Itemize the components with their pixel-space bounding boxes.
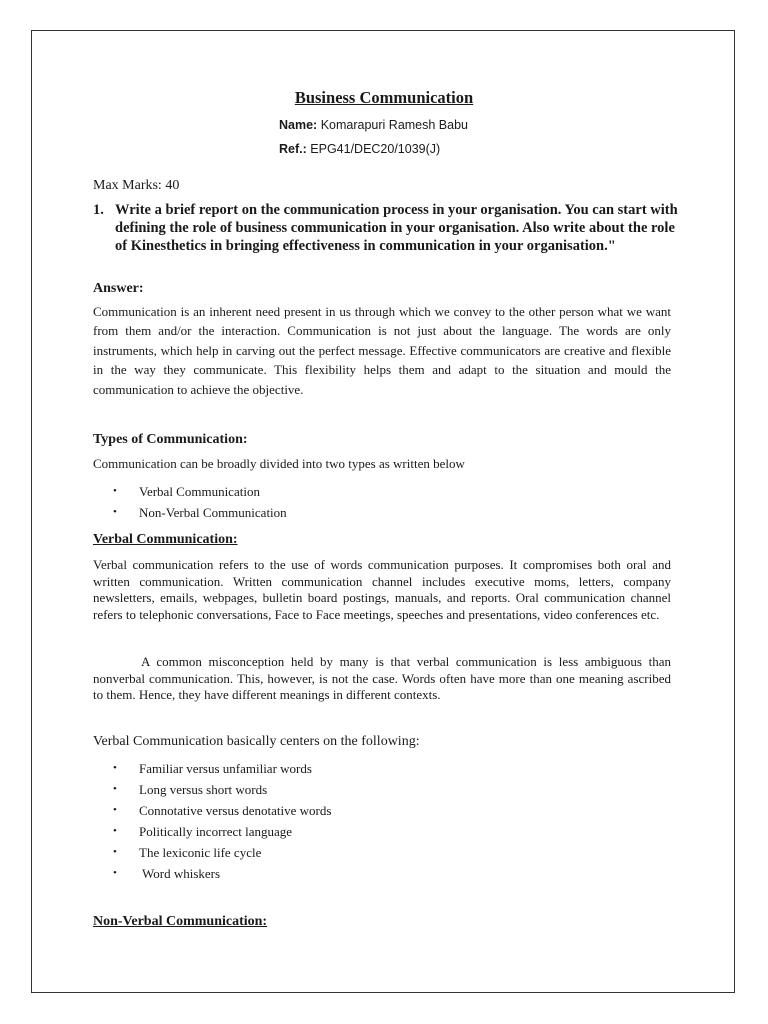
bullet-icon: • (113, 846, 117, 858)
list-item: • Connotative versus denotative words (113, 800, 331, 821)
document-title: Business Communication (294, 88, 474, 107)
bullet-icon: • (113, 485, 117, 497)
types-heading: Types of Communication: (93, 432, 248, 447)
bullet-icon: • (113, 762, 117, 774)
answer-paragraph: Communication is an inherent need present in us through which we convey to the other person what we want from them and/or the interaction. Communication is not just about the language. The words are only instruments, which help in carving out the perfect message. Effective communicators are creative and flexible in the way they communicate. This flexibility helps them and adapt to the situation and mould the communication to achieve the objective. (93, 304, 671, 397)
types-list (113, 481, 287, 523)
list-item: • Politically incorrect language (113, 821, 331, 842)
name-value: Komarapuri Ramesh Babu (320, 118, 468, 132)
verbal-centers-list (113, 758, 331, 884)
name-line (279, 118, 468, 132)
bullet-icon: • (113, 867, 117, 879)
verbal-paragraph-2: A common misconception held by many is that verbal communication is less ambiguous than nonverbal communication. This, however, is not the case. Words often have more than one meaning ascribed to them. Hence, they have different meanings in different contexts. (93, 654, 671, 702)
list-item: • Verbal Communication (113, 481, 287, 502)
bullet-icon: • (113, 783, 117, 795)
verbal-centers-intro: Verbal Communication basically centers on the following: (93, 734, 420, 749)
list-item: • Familiar versus unfamiliar words (113, 758, 331, 779)
nonverbal-heading: Non-Verbal Communication: (93, 914, 268, 929)
question (93, 201, 683, 255)
bullet-icon: • (113, 506, 117, 518)
max-marks: Max Marks: 40 (93, 178, 180, 193)
answer-heading: Answer: (93, 281, 144, 296)
list-item: • Non-Verbal Communication (113, 502, 287, 523)
ref-label: Ref.: (279, 142, 307, 156)
ref-line (279, 142, 440, 156)
question-number: 1. (93, 202, 104, 218)
ref-value: EPG41/DEC20/1039(J) (310, 142, 441, 156)
list-item: • Word whiskers (113, 863, 331, 884)
bullet-icon: • (113, 825, 117, 837)
list-item: • The lexiconic life cycle (113, 842, 331, 863)
name-label: Name: (279, 118, 318, 132)
question-text: Write a brief report on the communication process in your organisation. You can start with defining the role of business communication in your organisation. Also write about the role of Kinesthetics in bringing effectiveness in communication in your organisation." (115, 202, 678, 254)
verbal-heading: Verbal Communication: (93, 532, 238, 547)
verbal-paragraph-1: Verbal communication refers to the use of words communication purposes. It compromises both oral and written communication. Written communication channel includes executive moms, letters, company newsletters, emails, webpages, bulletin board postings, manuals, and reports. Oral communication channel refers to telephonic conversations, Face to Face meetings, speeches and presentations, video conferences etc. (93, 557, 671, 622)
bullet-icon: • (113, 804, 117, 816)
list-item: • Long versus short words (113, 779, 331, 800)
types-intro: Communication can be broadly divided into two types as written below (93, 456, 465, 471)
